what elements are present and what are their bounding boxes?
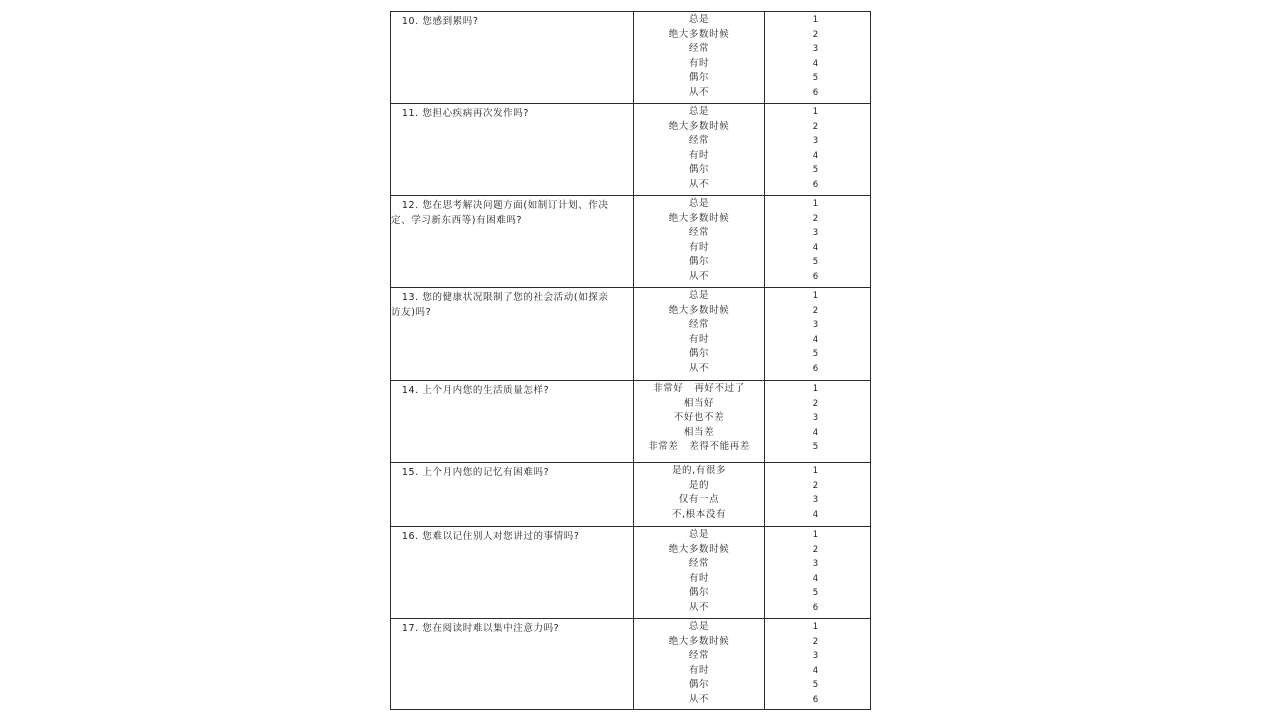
question-row-17 (391, 619, 870, 709)
answer-codes (765, 527, 870, 618)
answer-code: 2 (812, 544, 819, 555)
answer-code: 1 (812, 384, 819, 394)
answer-option: 从不 (688, 178, 710, 190)
answer-code: 5 (812, 588, 819, 599)
question-row-16 (391, 527, 870, 619)
question-text (391, 104, 634, 195)
answer-option: 绝大多数时候 (668, 635, 730, 647)
answer-code: 1 (812, 107, 819, 117)
answer-option: 总是 (688, 621, 710, 632)
answer-code: 2 (812, 29, 819, 40)
answer-code: 4 (812, 573, 819, 584)
question-line: 16. 您难以记住别人对您讲过的事情吗? (391, 531, 580, 542)
answer-option: 是的,有很多 (671, 465, 727, 476)
answer-option: 绝大多数时候 (668, 120, 730, 132)
answer-option: 总是 (688, 529, 710, 540)
question-text (391, 619, 634, 709)
answer-code: 5 (812, 442, 819, 453)
answer-code: 3 (812, 495, 819, 506)
answer-code: 2 (812, 480, 819, 491)
question-row-12 (391, 196, 870, 288)
answer-option: 绝大多数时候 (668, 212, 730, 224)
answer-code: 4 (812, 509, 819, 520)
question-line: 访友)吗? (391, 306, 432, 318)
answer-code: 6 (812, 363, 819, 374)
question-row-14 (391, 381, 870, 463)
answer-codes (765, 104, 870, 195)
question-text (391, 463, 634, 526)
question-row-11 (391, 104, 870, 196)
answer-option: 仅有一点 (678, 494, 720, 506)
answer-option: 相当好 (683, 397, 715, 409)
answer-code: 4 (812, 242, 819, 253)
answer-option: 经常 (688, 135, 710, 147)
answer-option: 偶尔 (688, 679, 710, 691)
question-line: 15. 上个月内您的记忆有困难吗? (391, 467, 550, 478)
answer-option: 偶尔 (688, 587, 710, 599)
answer-option: 从不 (688, 362, 710, 374)
question-line: 13. 您的健康状况限制了您的社会活动(如探亲 (391, 292, 609, 303)
answer-options (634, 463, 765, 526)
answer-option: 从不 (688, 601, 710, 613)
answer-codes (765, 196, 870, 287)
question-row-15 (391, 463, 870, 527)
answer-code: 5 (812, 257, 819, 268)
answer-code: 3 (812, 413, 819, 424)
question-line: 14. 上个月内您的生活质量怎样? (391, 385, 550, 396)
answer-code: 3 (812, 559, 819, 570)
answer-code: 1 (812, 466, 819, 476)
answer-options (634, 381, 765, 462)
answer-code: 5 (812, 73, 819, 84)
answer-code: 2 (812, 121, 819, 132)
answer-option: 有时 (688, 333, 710, 345)
answer-option: 有时 (688, 241, 710, 253)
question-row-10 (391, 12, 870, 104)
answer-options (634, 104, 765, 195)
answer-codes (765, 619, 870, 709)
answer-options (634, 196, 765, 287)
question-text (391, 288, 634, 380)
answer-option: 经常 (688, 558, 710, 570)
answer-option: 有时 (688, 664, 710, 676)
answer-option: 非常好 再好不过了 (653, 383, 745, 394)
question-text (391, 527, 634, 618)
question-text (391, 196, 634, 287)
question-line: 17. 您在阅读时难以集中注意力吗? (391, 623, 560, 634)
question-text (391, 381, 634, 462)
answer-option: 偶尔 (688, 164, 710, 176)
answer-code: 1 (812, 199, 819, 209)
answer-option: 绝大多数时候 (668, 304, 730, 316)
answer-option: 从不 (688, 270, 710, 282)
answer-code: 5 (812, 349, 819, 360)
question-text (391, 12, 634, 103)
answer-codes (765, 463, 870, 526)
answer-code: 5 (812, 680, 819, 691)
answer-option: 有时 (688, 149, 710, 161)
answer-options (634, 619, 765, 709)
answer-code: 2 (812, 305, 819, 316)
answer-code: 2 (812, 213, 819, 224)
answer-option: 有时 (688, 57, 710, 69)
answer-option: 经常 (688, 650, 710, 662)
answer-options (634, 527, 765, 618)
answer-code: 3 (812, 651, 819, 662)
answer-code: 1 (812, 291, 819, 301)
answer-code: 4 (812, 150, 819, 161)
answer-option: 相当差 (683, 426, 715, 438)
answer-option: 非常差 差得不能再差 (648, 441, 750, 453)
answer-option: 不,根本没有 (671, 508, 727, 520)
answer-code: 1 (812, 15, 819, 25)
answer-code: 6 (812, 271, 819, 282)
answer-option: 总是 (688, 198, 710, 209)
answer-code: 6 (812, 602, 819, 613)
answer-option: 从不 (688, 693, 710, 705)
answer-code: 1 (812, 530, 819, 540)
answer-code: 4 (812, 58, 819, 69)
answer-code: 6 (812, 179, 819, 190)
answer-code: 2 (812, 636, 819, 647)
answer-option: 偶尔 (688, 256, 710, 268)
question-line: 12. 您在思考解决问题方面(如制订计划、作决 (391, 200, 609, 211)
question-line: 10. 您感到累吗? (391, 16, 479, 27)
answer-option: 不好也不差 (673, 412, 725, 424)
answer-option: 经常 (688, 227, 710, 239)
answer-option: 经常 (688, 319, 710, 331)
answer-option: 总是 (688, 106, 710, 117)
answer-code: 6 (812, 87, 819, 98)
answer-codes (765, 288, 870, 380)
answer-option: 偶尔 (688, 72, 710, 84)
answer-code: 2 (812, 398, 819, 409)
answer-code: 4 (812, 334, 819, 345)
question-row-13 (391, 288, 870, 381)
answer-option: 有时 (688, 572, 710, 584)
answer-option: 绝大多数时候 (668, 28, 730, 40)
answer-code: 1 (812, 622, 819, 632)
answer-option: 从不 (688, 86, 710, 98)
answer-code: 3 (812, 136, 819, 147)
answer-code: 3 (812, 228, 819, 239)
answer-option: 总是 (688, 290, 710, 301)
answer-code: 4 (812, 665, 819, 676)
answer-option: 经常 (688, 43, 710, 55)
answer-option: 总是 (688, 14, 710, 25)
answer-option: 偶尔 (688, 348, 710, 360)
answer-options (634, 288, 765, 380)
answer-codes (765, 381, 870, 462)
answer-option: 是的 (688, 479, 710, 491)
questionnaire-table (390, 11, 871, 710)
answer-codes (765, 12, 870, 103)
question-line: 11. 您担心疾病再次发作吗? (391, 108, 530, 119)
answer-code: 3 (812, 320, 819, 331)
question-line: 定、学习新东西等)有困难吗? (391, 214, 523, 226)
answer-code: 3 (812, 44, 819, 55)
answer-code: 4 (812, 427, 819, 438)
answer-code: 5 (812, 165, 819, 176)
answer-options (634, 12, 765, 103)
answer-option: 绝大多数时候 (668, 543, 730, 555)
answer-code: 6 (812, 694, 819, 705)
